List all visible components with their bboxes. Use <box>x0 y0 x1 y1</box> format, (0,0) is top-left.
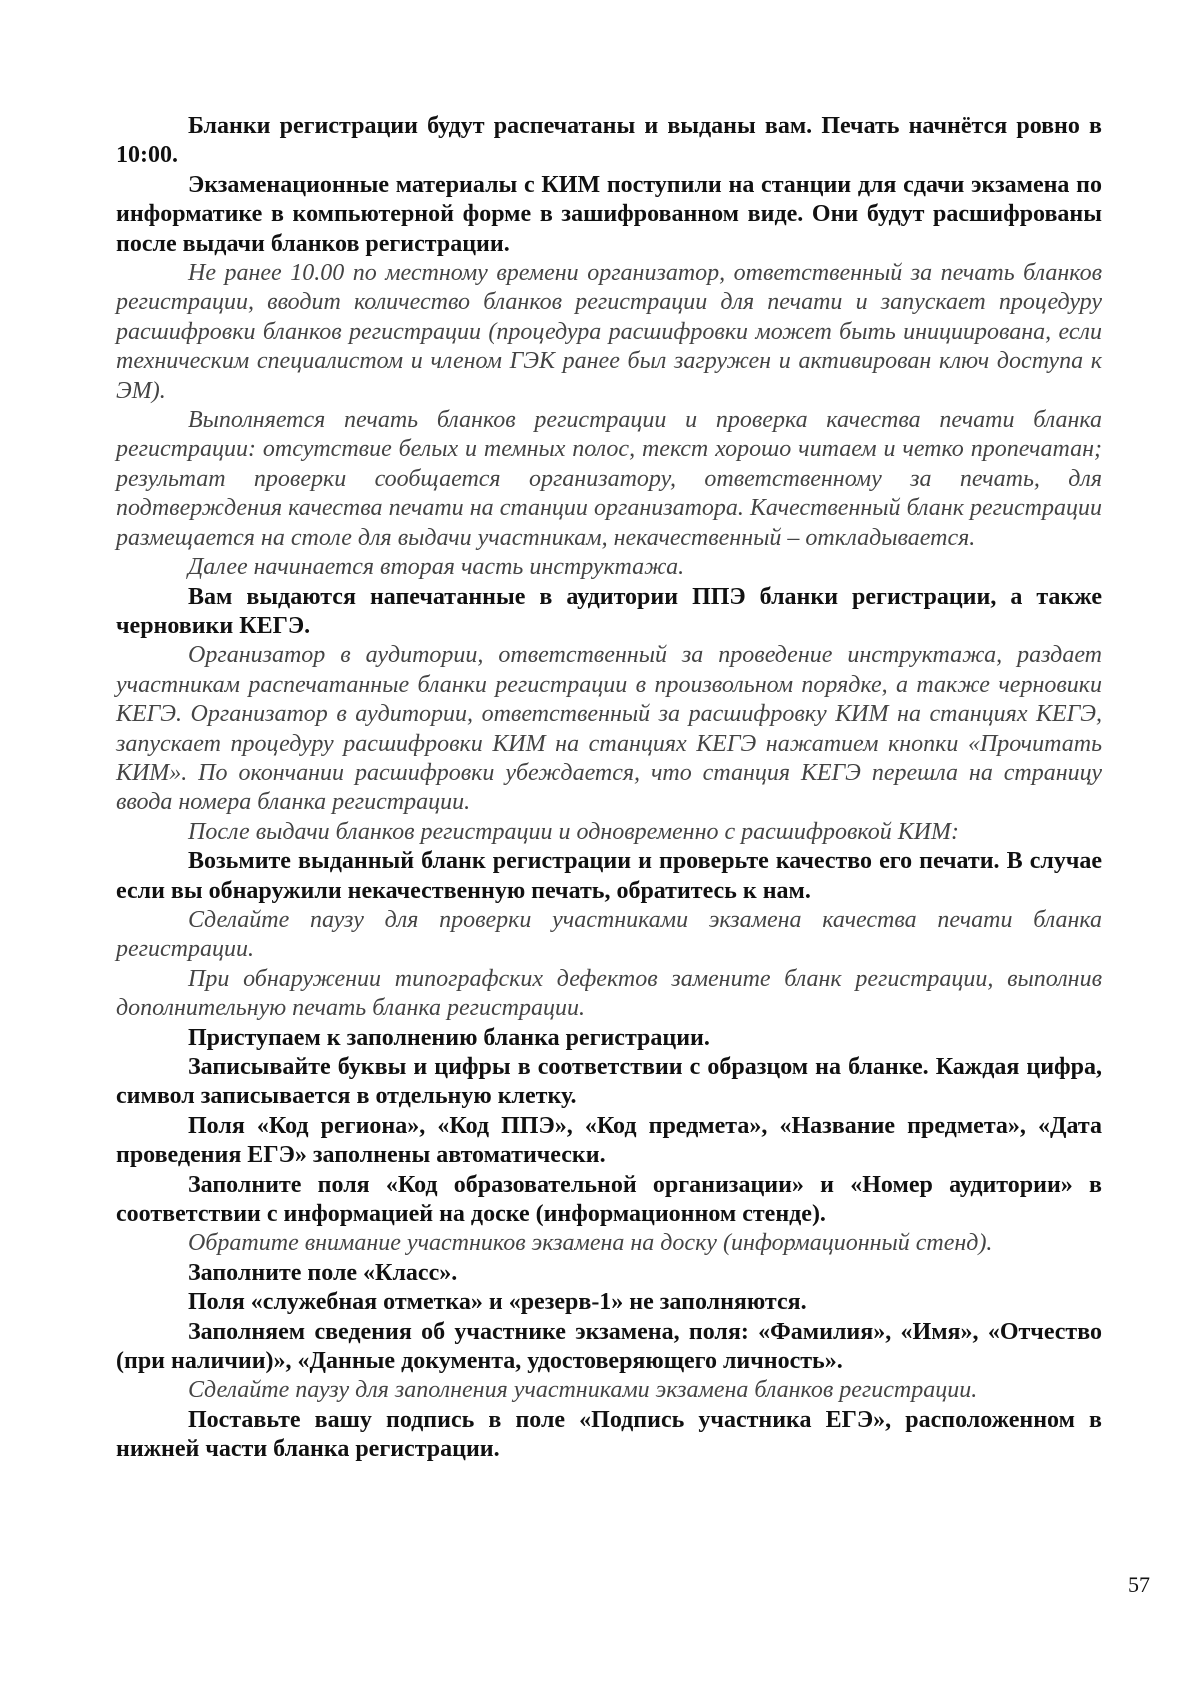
paragraph-signature: Поставьте вашу подпись в поле «Подпись участника ЕГЭ», расположенном в нижней части бланка регистрации. <box>116 1406 1102 1463</box>
paragraph-writing-rules: Записывайте буквы и цифры в соответствии с образцом на бланке. Каждая цифра, символ записывается в отдельную клетку. <box>116 1054 1102 1110</box>
paragraph-defects-replace: При обнаружении типографских дефектов замените бланк регистрации, выполнив дополнительную печать бланка регистрации. <box>116 965 1102 1022</box>
paragraph-check-print-quality: Возьмите выданный бланк регистрации и проверьте качество его печати. В случае если вы обнаружили некачественную печать, обратитесь к нам. <box>116 848 1102 904</box>
paragraph-organizer-print-instruction: Не ранее 10.00 по местному времени организатор, ответственный за печать бланков регистрации, вводит количество бланков регистрации для печати и запускает процедуру расшифровки бланков регистрации (процедура расшифровки может быть инициирована, если техническим специалистом и членом ГЭК ранее был загружен и активирован ключ доступа к ЭМ). <box>116 260 1102 404</box>
paragraph-after-issue-note: После выдачи бланков регистрации и одновременно с расшифровкой КИМ: <box>188 818 959 845</box>
paragraph-second-part-note: Далее начинается вторая часть инструктажа. <box>188 554 685 581</box>
paragraph-organizer-distribution: Организатор в аудитории, ответственный за проведение инструктажа, раздает участникам распечатанные бланки регистрации в произвольном порядке, а также черновики КЕГЭ. Организатор в аудитории, ответственный за расшифровку КИМ на станциях КЕГЭ, запускает процедуру расшифровки КИМ на станциях КЕГЭ нажатием кнопки «Прочитать КИМ». По окончании расшифровки убеждается, что станция КЕГЭ перешла на страницу ввода номера бланка регистрации. <box>116 642 1102 816</box>
paragraph-service-fields: Поля «служебная отметка» и «резерв-1» не заполняются. <box>188 1289 807 1316</box>
paragraph-forms-issued: Вам выдаются напечатанные в аудитории ППЭ бланки регистрации, а также черновики КЕГЭ. <box>116 583 1102 639</box>
paragraph-pause-check: Сделайте паузу для проверки участниками экзамена качества печати бланка регистрации. <box>116 906 1102 963</box>
paragraph-exam-materials: Экзаменационные материалы с КИМ поступили на станции для сдачи экзамена по информатике в компьютерной форме в зашифрованном виде. Они будут расшифрованы после выдачи бланков регистрации. <box>116 171 1102 257</box>
paragraph-pause-filling: Сделайте паузу для заполнения участниками экзамена бланков регистрации. <box>188 1377 978 1404</box>
document-page <box>116 112 1102 1465</box>
paragraph-print-quality-check: Выполняется печать бланков регистрации и проверка качества печати бланка регистрации: отсутствие белых и темных полос, текст хорошо читаем и четко пропечатан; результат проверки сообщается организатору, ответственному за печать, для подтверждения качества печати на станции организатора. Качественный бланк регистрации размещается на столе для выдачи участникам, некачественный – откладывается. <box>116 407 1102 551</box>
paragraph-class-field: Заполните поле «Класс». <box>188 1259 458 1286</box>
paragraph-participant-info: Заполняем сведения об участнике экзамена, поля: «Фамилия», «Имя», «Отчество (при наличии)», «Данные документа, удостоверяющего личность». <box>116 1318 1102 1375</box>
paragraph-org-code-fields: Заполните поля «Код образовательной организации» и «Номер аудитории» в соответствии с информацией на доске (информационном стенде). <box>116 1171 1102 1228</box>
paragraph-auto-fields: Поля «Код региона», «Код ППЭ», «Код предмета», «Название предмета», «Дата проведения ЕГЭ» заполнены автоматически. <box>116 1112 1102 1169</box>
paragraph-board-attention: Обратите внимание участников экзамена на доску (информационный стенд). <box>188 1230 993 1257</box>
page-number: 57 <box>1128 1572 1150 1597</box>
paragraph-start-filling: Приступаем к заполнению бланка регистрации. <box>188 1024 710 1051</box>
paragraph-print-start: Бланки регистрации будут распечатаны и выданы вам. Печать начнётся ровно в 10:00. <box>116 113 1102 169</box>
